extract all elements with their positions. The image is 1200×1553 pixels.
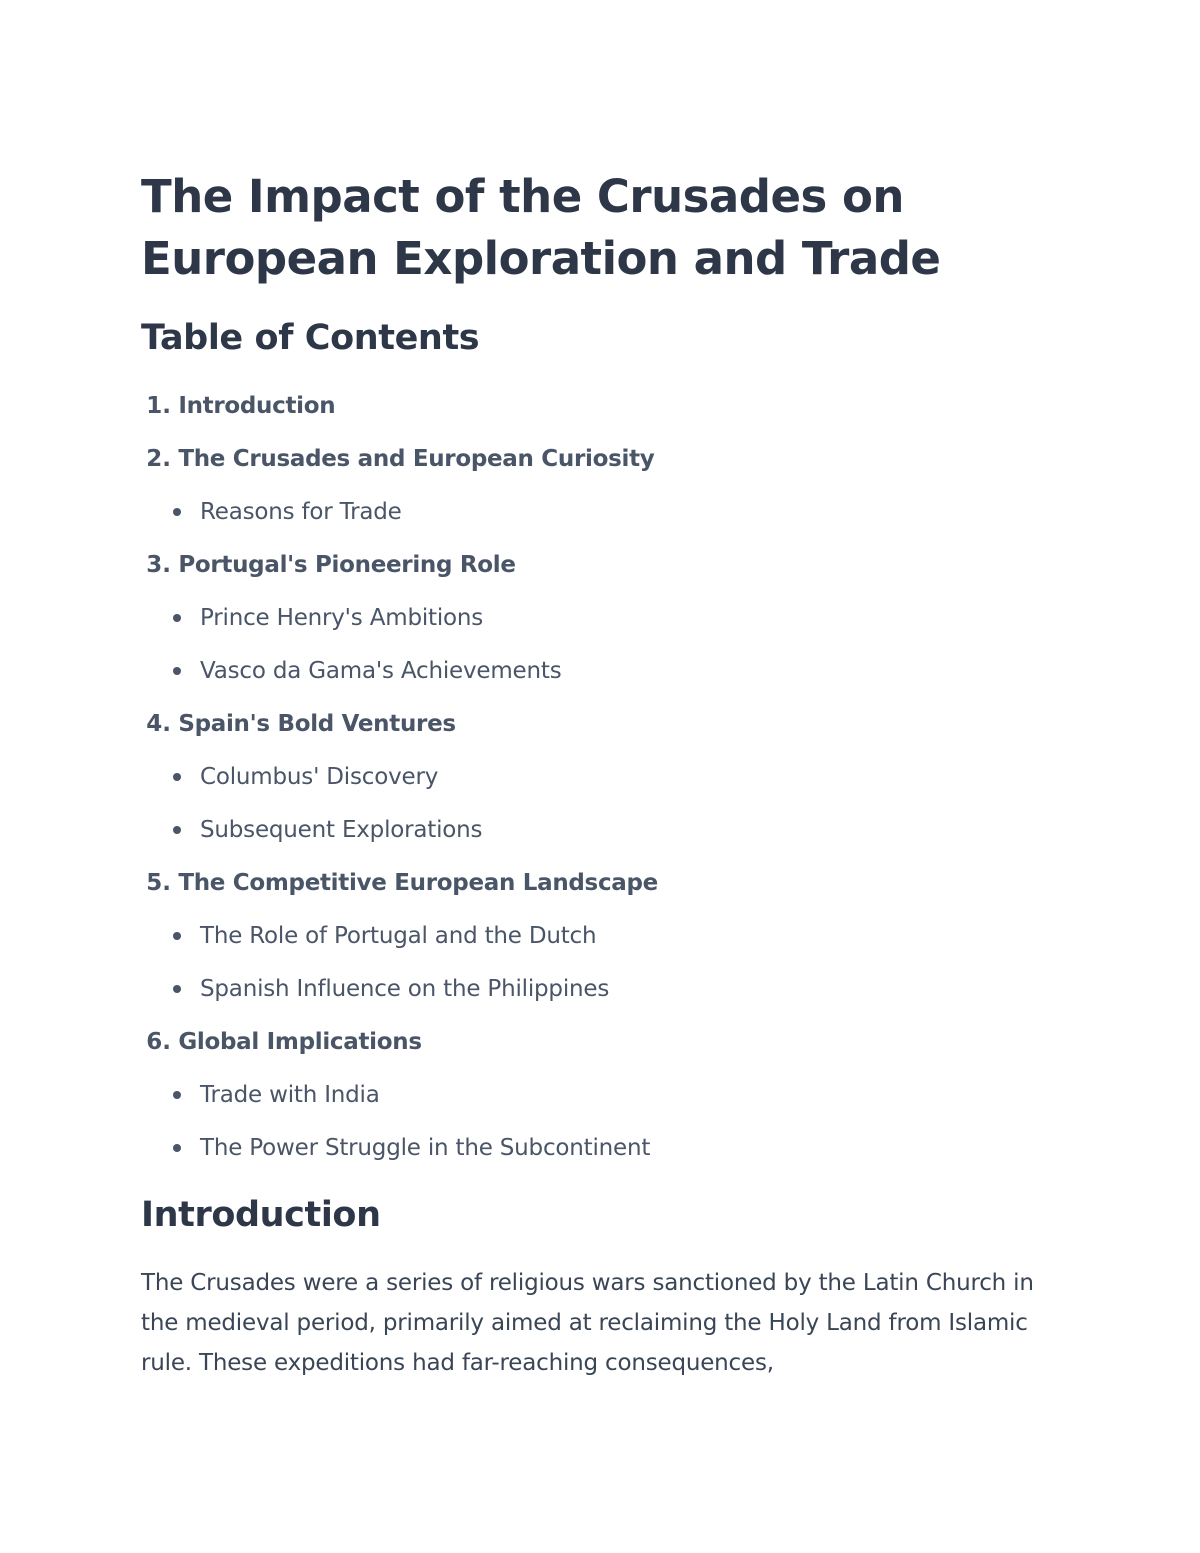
toc-item-number: 5. — [146, 870, 171, 896]
toc-item[interactable] — [141, 433, 1061, 486]
bullet-icon — [173, 508, 181, 516]
toc-item-number: 4. — [146, 711, 171, 737]
toc-subitem-label: Reasons for Trade — [200, 499, 402, 525]
toc-subitem[interactable] — [141, 963, 1061, 1016]
toc-item-label: The Crusades and European Curiosity — [178, 446, 655, 472]
bullet-icon — [173, 985, 181, 993]
toc-heading: Table of Contents — [141, 318, 480, 358]
toc-subitem[interactable] — [141, 486, 1061, 539]
bullet-icon — [173, 667, 181, 675]
bullet-icon — [173, 614, 181, 622]
toc-subitem[interactable] — [141, 910, 1061, 963]
table-of-contents — [141, 380, 1061, 1175]
toc-item[interactable] — [141, 539, 1061, 592]
introduction-heading: Introduction — [141, 1195, 381, 1235]
toc-item-number: 1. — [146, 393, 171, 419]
toc-subitem-label: The Role of Portugal and the Dutch — [200, 923, 597, 949]
toc-subitem-label: Prince Henry's Ambitions — [200, 605, 484, 631]
toc-subitem-label: Columbus' Discovery — [200, 764, 439, 790]
toc-item-label: The Competitive European Landscape — [178, 870, 658, 896]
toc-item[interactable] — [141, 698, 1061, 751]
document-title: The Impact of the Crusades on European Exploration and Trade — [141, 170, 941, 285]
toc-subitem-label: Subsequent Explorations — [200, 817, 483, 843]
toc-item-number: 3. — [146, 552, 171, 578]
introduction-paragraph: The Crusades were a series of religious wars sanctioned by the Latin Church in the medieval period, primarily aimed at reclaiming the Holy Land from Islamic rule. These expeditions had far-reaching consequences, — [141, 1270, 1034, 1376]
toc-subitem-label: The Power Struggle in the Subcontinent — [200, 1135, 651, 1161]
toc-item-number: 2. — [146, 446, 171, 472]
toc-item-number: 6. — [146, 1029, 171, 1055]
toc-item[interactable] — [141, 1016, 1061, 1069]
toc-item-label: Introduction — [178, 393, 336, 419]
bullet-icon — [173, 826, 181, 834]
toc-subitem[interactable] — [141, 1122, 1061, 1175]
toc-subitem-label: Trade with India — [200, 1082, 380, 1108]
toc-subitem[interactable] — [141, 804, 1061, 857]
toc-subitem[interactable] — [141, 751, 1061, 804]
bullet-icon — [173, 773, 181, 781]
toc-item-label: Portugal's Pioneering Role — [178, 552, 516, 578]
toc-subitem-label: Vasco da Gama's Achievements — [200, 658, 562, 684]
bullet-icon — [173, 1091, 181, 1099]
toc-subitem[interactable] — [141, 592, 1061, 645]
toc-item-label: Spain's Bold Ventures — [178, 711, 456, 737]
toc-item-label: Global Implications — [178, 1029, 422, 1055]
toc-subitem[interactable] — [141, 645, 1061, 698]
toc-subitem-label: Spanish Influence on the Philippines — [200, 976, 610, 1002]
toc-item[interactable] — [141, 380, 1061, 433]
bullet-icon — [173, 932, 181, 940]
bullet-icon — [173, 1144, 181, 1152]
toc-subitem[interactable] — [141, 1069, 1061, 1122]
toc-item[interactable] — [141, 857, 1061, 910]
